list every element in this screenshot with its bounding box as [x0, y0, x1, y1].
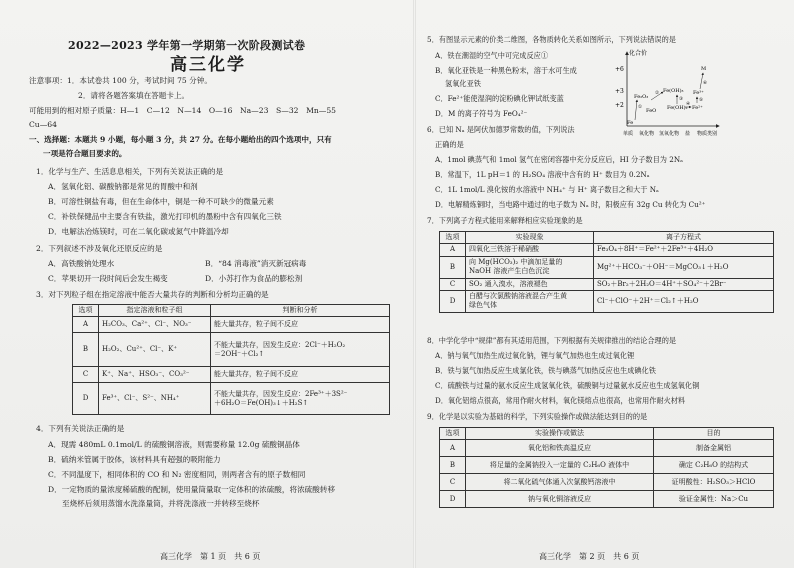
table-cell-goal: 确定 C₂H₆O 的结构式: [654, 457, 774, 474]
table-header: 选项: [440, 232, 466, 244]
table-cell-phenomenon: [466, 291, 594, 313]
table-cell-option: A: [440, 244, 466, 256]
table-header: 指定溶液和粒子组: [99, 305, 211, 317]
table-header-row: [73, 305, 390, 317]
node-label: Fe³⁺: [693, 90, 704, 96]
table-cell-goal: 证明酸性：H₂SO₃＞HClO: [654, 474, 774, 491]
table-cell-goal: 制备金属铝: [654, 440, 774, 457]
q4-option-b: B．硫纳米管属于胶体，该材料具有超强的吸附能力: [48, 455, 221, 464]
x-tick-label: 物质类别: [697, 131, 718, 137]
x-tick-label: 氧化物: [639, 131, 655, 137]
table-row: [440, 291, 774, 313]
x-tick-label: 盐: [685, 131, 691, 137]
node-label: Fe(OH)₃: [663, 88, 684, 94]
step-mark: ⑥: [703, 81, 708, 86]
table-cell-option: B: [440, 256, 466, 278]
q8-option-a: A．钠与氧气加热生成过氧化钠，锂与氧气加热也生成过氧化锂: [435, 351, 635, 360]
table-header: 判断和分析: [211, 305, 390, 317]
q6-option-d: D．电解精炼铜时，当电路中通过的电子数为 Nₐ 时，阳极应有 32g Cu 转化为 Cu²⁺: [435, 200, 706, 209]
q5-option-b-cont: 氢氧化亚铁: [445, 79, 481, 88]
step-mark: ⑤: [699, 98, 704, 103]
q6-stem-cont: 正确的是: [435, 140, 464, 149]
step-mark: ②: [655, 91, 660, 96]
node-label: Fe(OH)₂: [667, 105, 688, 111]
atomic-masses: 可能用到的相对原子质量：H—1 C—12 N—14 O—16 Na—23 S—32 Mn—55: [29, 106, 336, 115]
node-label: Fe₂O₃: [634, 94, 649, 100]
table-header-row: [440, 232, 774, 244]
table-cell-equation: Cl⁻＋ClO⁻＋2H⁺＝Cl₂↑＋H₂O: [594, 291, 774, 313]
table-cell-option: D: [440, 291, 466, 313]
q9-table: [439, 427, 774, 508]
q5-option-b: B．氧化亚铁是一种黑色粉末，溶于水可生成: [435, 66, 577, 75]
page-footer-left: 高三化学 第 1 页 共 6 页: [160, 552, 261, 561]
table-cell-equation: SO₂＋Br₂＋2H₂O＝4H⁺＋SO₄²⁻＋2Br⁻: [594, 278, 774, 290]
q6-option-b: B．常温下，1L pH＝1 的 H₂SO₄ 溶液中含有的 H⁺ 数目为 0.2Nₐ: [435, 170, 650, 179]
analysis-line: ＋6H₂O＝Fe(OH)₃↓＋H₂S↑: [214, 398, 309, 407]
table-row: [73, 333, 390, 367]
table-cell-option: C: [440, 474, 466, 491]
table-row: [73, 367, 390, 383]
q7-table: [439, 231, 774, 313]
section-1-heading: 一、选择题：本题共 9 小题，每小题 3 分，共 27 分。在每小题给出的四个选项中，只有: [29, 135, 332, 144]
q5-option-d: D．M 的离子符号为 FeO₄²⁻: [435, 109, 528, 118]
x-tick-label: 氢氧化物: [659, 131, 680, 137]
table-header: 选项: [440, 428, 466, 440]
q3-table: [72, 304, 390, 415]
step-mark: ①: [638, 105, 643, 110]
phenomenon-line: 向 Mg(HCO₃)₂ 中滴加足量的: [469, 257, 563, 266]
table-cell-option: A: [440, 440, 466, 457]
arrow: [635, 100, 637, 120]
analysis-line: 不能大量共存，因发生反应：2Cl⁻＋H₂O₂: [214, 340, 346, 349]
node-label: Fe²⁺: [692, 105, 703, 111]
table-cell-option: D: [73, 383, 99, 415]
q6-stem: 6．已知 Nₐ 是阿伏加德罗常数的值，下列说法: [427, 125, 575, 134]
y-tick-label: +6: [615, 66, 624, 73]
phenomenon-line: 白醋与次氯酸钠溶液混合产生黄: [469, 292, 567, 301]
table-cell-option: C: [440, 278, 466, 290]
node-label: M: [701, 66, 707, 72]
table-cell-group: H₂O₂、Cu²⁺、Cl⁻、K⁺: [99, 333, 211, 367]
table-cell-equation: Fe₃O₄＋8H⁺＝Fe²⁺＋2Fe³⁺＋4H₂O: [594, 244, 774, 256]
table-row: [73, 383, 390, 415]
table-cell-operation: 钠与氧化铜溶液反应: [466, 491, 654, 508]
q2-option-d: D．小苏打作为食品的膨松剂: [205, 274, 303, 283]
table-cell-option: B: [73, 333, 99, 367]
q4-option-d: D．一定物质的量浓度稀硫酸的配制，使用量筒量取一定体积的浓硫酸，将浓硫酸转移: [48, 485, 336, 494]
subject-title: 高三化学: [170, 55, 246, 75]
page-2: [415, 0, 794, 568]
section-1-heading-cont: 一项是符合题目要求的。: [43, 149, 127, 158]
q4-option-a: A．现需 480mL 0.1mol/L 的硫酸铜溶液，则需要称量 12.0g 硫酸铜晶体: [48, 440, 300, 449]
analysis-line: 不能大量共存，因发生反应：2Fe³⁺＋3S²⁻: [214, 389, 348, 398]
table-cell-equation: Mg²⁺＋HCO₃⁻＋OH⁻＝MgCO₃↓＋H₂O: [594, 256, 774, 278]
table-cell-operation: 将二氧化硫气体通入次氯酸钙溶液中: [466, 474, 654, 491]
atomic-masses-cont: Cu—64: [29, 120, 57, 129]
table-row: [440, 474, 774, 491]
page-footer-right: 高三化学 第 2 页 共 6 页: [539, 552, 640, 561]
q3-stem: 3．对下列粒子组在指定溶液中能否大量共存的判断和分析均正确的是: [36, 290, 269, 299]
y-axis-label: 化合价: [629, 50, 648, 57]
q2-option-a: A．高铁酸钠处理水: [48, 259, 115, 268]
y-tick-label: +2: [615, 102, 624, 109]
q2-option-b: B．“84 消毒液”消灭新冠病毒: [205, 259, 307, 268]
table-header: 实验现象: [466, 232, 594, 244]
q1-option-c: C．补铁保健品中主要含有铁盐，激光打印机的墨粉中含有四氧化三铁: [48, 212, 282, 221]
q5-option-c: C．Fe²⁺能使湿润的淀粉碘化钾试纸变蓝: [435, 94, 564, 103]
table-cell-operation: 将足量的金属钠投入一定量的 C₂H₆O 液体中: [466, 457, 654, 474]
q4-option-c: C．不同温度下，相同体积的 CO 和 N₂ 密度相同，则两者含有的原子数相同: [48, 470, 306, 479]
phenomenon-line: NaOH 溶液产生白色沉淀: [469, 267, 550, 276]
exam-title: 2022—2023 学年第一学期第一次阶段测试卷: [68, 39, 306, 52]
q1-option-d: D．电解法冶炼镁时，可在二氧化碳或氮气中降温冷却: [48, 227, 229, 236]
q4-stem: 4．下列有关说法正确的是: [36, 424, 125, 433]
q7-stem: 7．下列离子方程式能用来解释相应实验现象的是: [427, 216, 583, 225]
table-row: [440, 256, 774, 278]
table-cell-phenomenon: SO₂ 通入溴水，溶液褪色: [466, 278, 594, 290]
q9-stem: 9．化学是以实验为基础的科学，下列实验操作或做法能达到目的的是: [427, 412, 648, 421]
table-cell-analysis: [211, 383, 390, 415]
analysis-line: ＝2OH⁻＋Cl₂↑: [214, 349, 265, 358]
q5-stem: 5．有图显示元素的价类二维图，各物质转化关系如图所示，下列说法错误的是: [427, 35, 676, 44]
q2-stem: 2．下列叙述不涉及氧化还原反应的是: [36, 244, 163, 253]
q1-option-a: A．氢氧化铝、碳酸钠都是常见的胃酸中和剂: [48, 182, 198, 191]
phenomenon-line: 绿色气体: [469, 301, 497, 310]
step-mark: ④: [686, 102, 691, 107]
q8-option-b: B．铁与氯气加热反应生成氯化铁，铁与碘蒸气加热反应也生成碘化铁: [435, 366, 656, 375]
q8-option-d: D．氧化铝熔点很高，常用作耐火材料，氧化镁熔点也很高，也常用作耐火材料: [435, 396, 686, 405]
table-header: 实验操作或做法: [466, 428, 654, 440]
table-cell-option: D: [440, 491, 466, 508]
table-header-row: [440, 428, 774, 440]
table-cell-option: A: [73, 317, 99, 333]
y-tick-label: +3: [615, 88, 624, 95]
table-row: [440, 491, 774, 508]
table-cell-option: B: [440, 457, 466, 474]
node-label: Fe: [627, 120, 634, 126]
q4-option-d-cont: 至烧杯后须用蒸馏水洗涤量筒，并将洗涤液一并转移至烧杯: [62, 499, 260, 508]
table-cell-analysis: 能大量共存，粒子间不反应: [211, 367, 390, 383]
valence-class-diagram: [613, 48, 723, 138]
table-header: 选项: [73, 305, 99, 317]
notes-line-1: 注意事项：1．本试卷共 100 分，考试时间 75 分钟。: [29, 76, 212, 85]
table-cell-phenomenon: [466, 256, 594, 278]
table-row: [440, 244, 774, 256]
x-tick-label: 单质: [623, 131, 634, 137]
table-cell-analysis: 能大量共存，粒子间不反应: [211, 317, 390, 333]
q2-option-c: C．苹果切开一段时间后会发生褐变: [48, 274, 168, 283]
table-row: [440, 278, 774, 290]
notes-line-2: 2．请将各题答案填在答题卡上。: [78, 91, 190, 100]
q8-option-c: C．硫酸铁与过量的氨水反应生成氢氧化铁，硫酸铜与过量氨水反应也生成氢氧化铜: [435, 381, 700, 390]
table-cell-analysis: [211, 333, 390, 367]
table-row: [440, 457, 774, 474]
table-cell-group: K⁺、Na⁺、HSO₃⁻、CO₃²⁻: [99, 367, 211, 383]
q1-stem: 1．化学与生产、生活息息相关，下列有关说法正确的是: [36, 167, 224, 176]
q8-stem: 8．中学化学中“规律”都有其适用范围，下列根据有关规律推出的结论合理的是: [427, 336, 677, 345]
table-cell-phenomenon: 四氧化三铁溶于稀硝酸: [466, 244, 594, 256]
table-cell-group: H₂CO₃、Ca²⁺、Cl⁻、NO₃⁻: [99, 317, 211, 333]
table-cell-group: Fe³⁺、Cl⁻、S²⁻、NH₄⁺: [99, 383, 211, 415]
q1-option-b: B．可溶性铜盐有毒，但在生命体中，铜是一种不可缺少的微量元素: [48, 197, 274, 206]
table-cell-option: C: [73, 367, 99, 383]
q6-option-a: A．1mol 碘蒸气和 1mol 氢气在密闭容器中充分反应后，HI 分子数目为 2Nₐ: [435, 155, 683, 164]
q6-option-c: C．1L 1mol/L 溴化铵的水溶液中 NH₄⁺ 与 H⁺ 离子数目之和大于 Nₐ: [435, 185, 659, 194]
table-row: [73, 317, 390, 333]
q5-option-a: A．铁在潮湿的空气中可完成反应①: [435, 51, 549, 60]
table-row: [440, 440, 774, 457]
step-mark: ③: [679, 97, 684, 102]
node-label: FeO: [646, 108, 657, 114]
table-header: 离子方程式: [594, 232, 774, 244]
table-header: 目的: [654, 428, 774, 440]
table-cell-operation: 氧化铝和铁高温反应: [466, 440, 654, 457]
table-cell-goal: 验证金属性：Na＞Cu: [654, 491, 774, 508]
